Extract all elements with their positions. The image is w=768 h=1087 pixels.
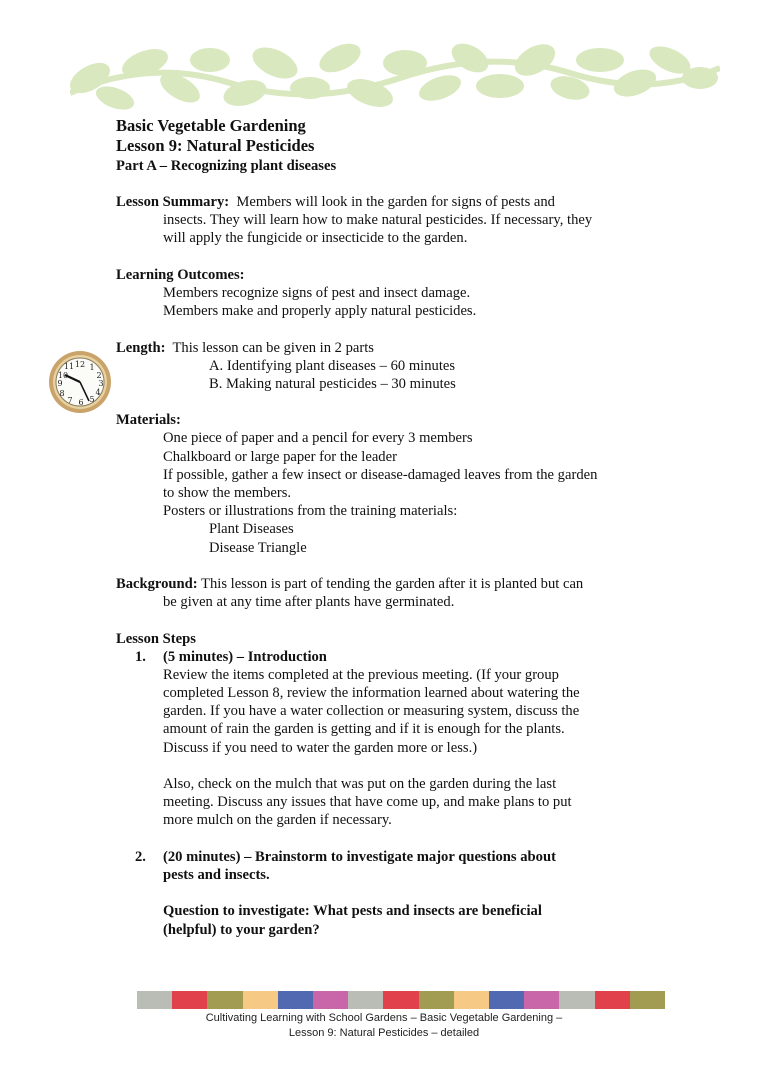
document-title: Basic Vegetable Gardening [116,116,306,135]
color-block [207,991,242,1009]
color-block [595,991,630,1009]
material-item: One piece of paper and a pencil for every 3 members [163,430,473,447]
svg-text:3: 3 [98,379,104,388]
background-label: Background: [116,575,198,592]
svg-text:5: 5 [89,395,95,404]
color-block [419,991,454,1009]
lesson-document [116,116,676,939]
summary-label: Lesson Summary: [116,194,230,210]
step-text: amount of rain the garden is getting and if it is enough for the plants. [163,721,565,738]
summary-line: Lesson Summary: Members will look in the garden for signs of pests and [116,194,555,210]
svg-text:10: 10 [57,371,69,380]
step-text: meeting. Discuss any issues that have come up, and make plans to put [163,794,572,811]
svg-text:2: 2 [96,371,102,380]
decorative-color-bar [137,991,665,1009]
step-question: Question to investigate: What pests and insects are beneficial [163,903,542,920]
step-question: (helpful) to your garden? [163,921,320,938]
leaf-vine-banner [70,38,720,116]
step-text: completed Lesson 8, review the information learned about watering the [163,685,580,702]
color-block [313,991,348,1009]
color-block [137,991,172,1009]
material-item: Posters or illustrations from the training materials: [163,503,458,520]
step-1-title: 1. (5 minutes) – Introduction [135,648,327,665]
page-footer [0,1011,768,1041]
color-block [524,991,559,1009]
svg-text:12: 12 [74,360,86,369]
summary-line: will apply the fungicide or insecticide to the garden. [163,230,468,247]
step-text: Review the items completed at the previous meeting. (If your group [163,666,559,683]
outcome-item: Members make and properly apply natural pesticides. [163,303,477,320]
material-item: to show the members. [163,485,292,501]
summary-line: insects. They will learn how to make natural pesticides. If necessary, they [163,212,593,229]
material-item: Chalkboard or large paper for the leader [163,448,397,465]
outcomes-label: Learning Outcomes: [116,266,245,283]
color-block [278,991,313,1009]
svg-text:8: 8 [59,389,65,398]
length-part: B. Making natural pesticides – 30 minutes [209,375,456,392]
steps-label: Lesson Steps [116,630,196,647]
svg-text:4: 4 [95,388,101,397]
length-part: A. Identifying plant diseases – 60 minutes [209,357,456,374]
background-line: Background: This lesson is part of tending the garden after it is planted but can [116,575,584,592]
svg-text:7: 7 [67,396,73,405]
step-2-title: 2. (20 minutes) – Brainstorm to investigate major questions about [135,848,556,865]
color-block [348,991,383,1009]
step-text: more mulch on the garden if necessary. [163,812,392,829]
color-block [243,991,278,1009]
background-line: be given at any time after plants have germinated. [163,594,455,611]
part-title: Part A – Recognizing plant diseases [116,158,337,174]
color-block [489,991,524,1009]
footer-line: Cultivating Learning with School Gardens – Basic Vegetable Gardening – [205,1012,563,1024]
color-block [383,991,418,1009]
poster-item: Disease Triangle [209,539,307,556]
svg-text:9: 9 [57,379,63,388]
color-block [454,991,489,1009]
color-block [630,991,665,1009]
svg-text:1: 1 [89,363,95,372]
step-text: Discuss if you need to water the garden more or less.) [163,739,478,756]
footer-line: Lesson 9: Natural Pesticides – detailed [288,1027,480,1039]
poster-item: Plant Diseases [209,521,294,538]
step-text: Also, check on the mulch that was put on the garden during the last [163,776,557,792]
color-block [172,991,207,1009]
length-line: Length: This lesson can be given in 2 parts [116,339,374,356]
step-text: garden. If you have a water collection or measuring system, discuss the [163,703,580,720]
material-item: If possible, gather a few insect or disease-damaged leaves from the garden [163,466,598,483]
clock-icon [48,350,112,414]
materials-label: Materials: [116,412,181,429]
lesson-title: Lesson 9: Natural Pesticides [116,136,315,155]
step-title: pests and insects. [163,866,270,883]
outcome-item: Members recognize signs of pest and insect damage. [163,284,471,301]
svg-text:11: 11 [63,362,75,371]
svg-text:6: 6 [78,398,84,407]
color-block [559,991,594,1009]
length-label: Length: [116,339,166,356]
